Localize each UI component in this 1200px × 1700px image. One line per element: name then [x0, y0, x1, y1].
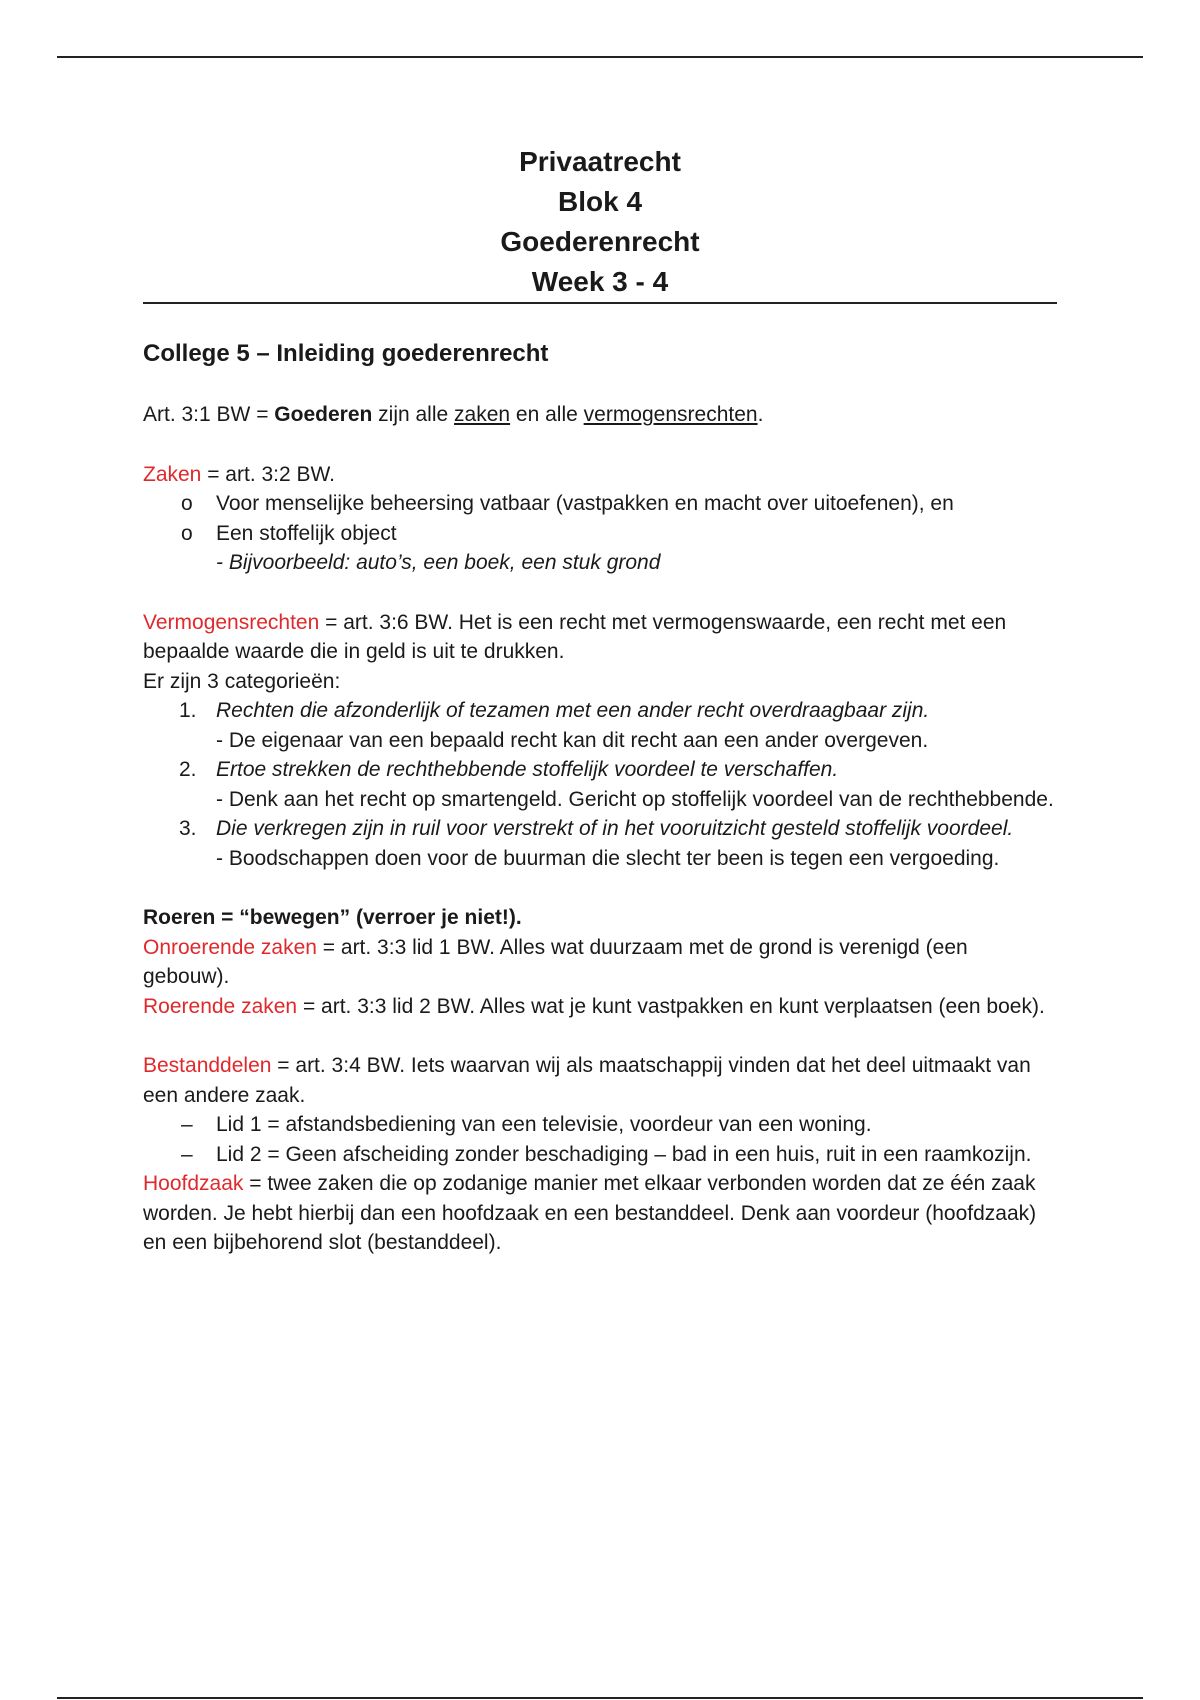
- list-number: 3.: [179, 817, 197, 840]
- dash-marker: –: [181, 1142, 193, 1166]
- art31-vermogensrechten: vermogensrechten: [583, 403, 758, 426]
- category-note-3: - Boodschappen doen voor de buurman die slecht ter been is tegen een vergoeding.: [216, 846, 1000, 870]
- art31-mid1: zijn alle: [372, 403, 455, 426]
- category-text: Die verkregen zijn in ruil voor verstrekt of in het vooruitzicht gesteld stoffelijk voordeel.: [216, 817, 1014, 840]
- art31-definition: [143, 400, 1057, 430]
- onroerende-def: = art. 3:3 lid 1 BW. Alles wat duurzaam met de grond is verenigd (een gebouw).: [143, 935, 968, 988]
- hoofdzaak-term: Hoofdzaak: [143, 1172, 244, 1195]
- bullet-text: Voor menselijke beheersing vatbaar (vastpakken en macht over uitoefenen), en: [216, 492, 954, 515]
- art31-end: .: [757, 403, 764, 426]
- vermogensrechten-def: = art. 3:6 BW. Het is een recht met vermogenswaarde, een recht met een bepaalde waarde die in geld is uit te drukken.: [143, 610, 1007, 663]
- item-text: Lid 1 = afstandsbediening van een televisie, voordeur van een woning.: [216, 1113, 872, 1136]
- bestanddelen-item-2: [143, 1140, 1057, 1170]
- category-note-2: - Denk aan het recht op smartengeld. Gericht op stoffelijk voordeel van de rechthebbende.: [216, 787, 1054, 811]
- title-line-2: Blok 4: [557, 186, 643, 217]
- zaken-term: Zaken: [143, 462, 202, 486]
- list-number: 2.: [179, 758, 197, 781]
- college-heading: College 5 – Inleiding goederenrecht: [143, 340, 549, 367]
- list-number: 1.: [179, 699, 197, 722]
- categories-intro: Er zijn 3 categorieën:: [143, 669, 341, 693]
- roeren-heading: Roeren = “bewegen” (verroer je niet!).: [143, 906, 522, 929]
- category-text: Rechten die afzonderlijk of tezamen met een ander recht overdraagbaar zijn.: [216, 699, 930, 722]
- bullet-marker: o: [181, 521, 193, 545]
- hoofdzaak-def: = twee zaken die op zodanige manier met elkaar verbonden worden dat ze één zaak worden. Je hebt hierbij dan een hoofdzaak en een bestanddeel. Denk aan voordeur (hoofdzaak) en een bijbehorend slot (bestanddeel).: [143, 1172, 1037, 1254]
- dash-marker: –: [181, 1113, 193, 1136]
- onroerende-zaken: [143, 933, 1057, 992]
- bullet-marker: o: [181, 492, 193, 515]
- category-note-1: - De eigenaar van een bepaald recht kan dit recht aan een ander overgeven.: [216, 728, 929, 752]
- art31-prefix: Art. 3:1 BW =: [143, 403, 275, 426]
- vermogensrechten-term: Vermogensrechten: [143, 610, 320, 634]
- roerende-zaken: [143, 992, 1057, 1022]
- page-top-rule: [57, 56, 1143, 58]
- zaken-definition: [143, 460, 1057, 490]
- roerende-def: = art. 3:3 lid 2 BW. Alles wat je kunt vastpakken en kunt verplaatsen (een boek).: [297, 994, 1045, 1018]
- art31-goederen: Goederen: [274, 403, 373, 426]
- onroerende-term: Onroerende zaken: [143, 935, 317, 959]
- document-page: [143, 142, 1057, 1258]
- bestanddelen-definition: [143, 1051, 1057, 1110]
- category-item-1: [143, 696, 1057, 726]
- roerende-term: Roerende zaken: [143, 994, 298, 1018]
- category-text: Ertoe strekken de rechthebbende stoffelijk voordeel te verschaffen.: [216, 758, 839, 781]
- art31-zaken: zaken: [454, 403, 511, 426]
- item-text: Lid 2 = Geen afscheiding zonder beschadiging – bad in een huis, ruit in een raamkozijn.: [216, 1142, 1032, 1166]
- vermogensrechten-definition: [143, 608, 1057, 667]
- hoofdzaak-definition: [143, 1169, 1057, 1258]
- title-line-1: Privaatrecht: [519, 146, 681, 177]
- title-rule: [143, 302, 1057, 304]
- art31-mid2: en alle: [510, 403, 584, 426]
- title-line-4: Week 3 - 4: [531, 266, 669, 297]
- zaken-bullet-2: [143, 519, 1057, 549]
- document-title: [143, 142, 1057, 302]
- bestanddelen-term: Bestanddelen: [143, 1054, 272, 1077]
- zaken-bullet-1: [143, 489, 1057, 519]
- title-line-3: Goederenrecht: [500, 226, 700, 257]
- bestanddelen-item-1: [143, 1110, 1057, 1140]
- category-item-2: [143, 755, 1057, 785]
- zaken-def: = art. 3:2 BW.: [201, 462, 336, 486]
- bullet-text: Een stoffelijk object: [216, 521, 397, 545]
- page-bottom-rule: [57, 1697, 1143, 1699]
- zaken-example: - Bijvoorbeeld: auto’s, een boek, een stuk grond: [216, 551, 661, 574]
- bestanddelen-def: = art. 3:4 BW. Iets waarvan wij als maatschappij vinden dat het deel uitmaakt van een andere zaak.: [143, 1054, 1031, 1107]
- category-item-3: [143, 814, 1057, 844]
